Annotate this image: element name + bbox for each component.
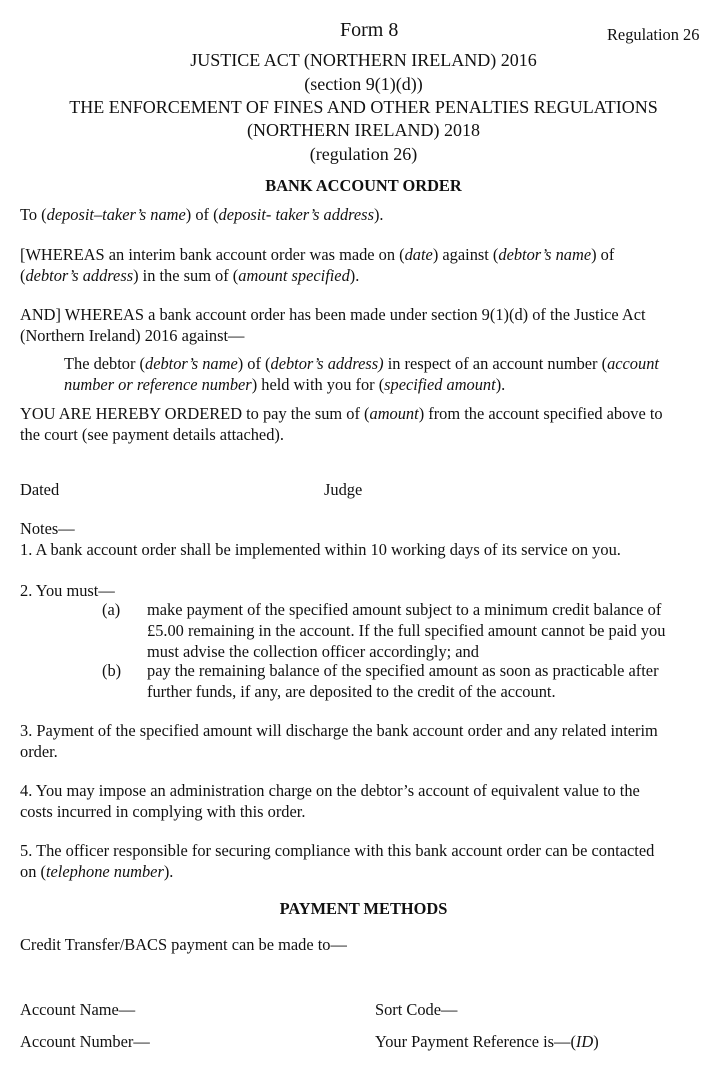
account-name-label: Account Name— [20, 1000, 136, 1019]
whereas-order-paragraph: AND] WHEREAS a bank account order has been made under section 9(1)(d) of the Justice Act (Northern Ireland) 2016 against— [20, 305, 646, 345]
note-1: 1. A bank account order shall be implemented within 10 working days of its service on you. [20, 540, 621, 559]
regulation-number: (regulation 26) [309, 144, 418, 164]
judge-label: Judge [324, 480, 363, 499]
act-section: (section 9(1)(d)) [304, 74, 423, 94]
note-2b-text: pay the remaining balance of the specified amount as soon as practicable after further funds, if any, are deposited to the credit of the account. [147, 661, 659, 701]
whereas-interim-paragraph: [WHEREAS an interim bank account order was made on (date) against (debtor’s name) of (debtor’s address) in the sum of (amount specified). [20, 245, 615, 285]
document-title: BANK ACCOUNT ORDER [265, 176, 462, 195]
note-4: 4. You may impose an administration charge on the debtor’s account of equivalent value to the costs incurred in complying with this order. [20, 781, 640, 821]
note-2a-label: (a) [102, 600, 121, 619]
order-paragraph: YOU ARE HEREBY ORDERED to pay the sum of (amount) from the account specified above to the court (see payment details attached). [20, 404, 663, 444]
dated-label: Dated [20, 480, 60, 499]
regulations-title-2: (NORTHERN IRELAND) 2018 [247, 120, 480, 140]
addressee-line: To (deposit–taker’s name) of (deposit- taker’s address). [20, 205, 384, 224]
form-title: Form 8 [340, 19, 399, 41]
note-5: 5. The officer responsible for securing compliance with this bank account order can be contacted on (telephone number). [20, 841, 655, 881]
notes-heading: Notes— [20, 519, 75, 538]
payment-intro: Credit Transfer/BACS payment can be made to— [20, 935, 347, 954]
regulation-ref: Regulation 26 [607, 25, 700, 44]
payment-reference-label: Your Payment Reference is—(ID) [375, 1032, 599, 1051]
act-title: JUSTICE ACT (NORTHERN IRELAND) 2016 [190, 50, 537, 70]
note-2a-text: make payment of the specified amount subject to a minimum credit balance of £5.00 remaining in the account. If the full specified amount cannot be paid you must advise the collection officer accordingly; and [147, 600, 666, 661]
payment-methods-heading: PAYMENT METHODS [279, 899, 448, 918]
sort-code-label: Sort Code— [375, 1000, 458, 1019]
regulations-title: THE ENFORCEMENT OF FINES AND OTHER PENALTIES REGULATIONS [69, 97, 658, 117]
note-3: 3. Payment of the specified amount will discharge the bank account order and any related interim order. [20, 721, 658, 761]
note-2b-label: (b) [102, 661, 122, 680]
account-number-label: Account Number— [20, 1032, 150, 1051]
debtor-paragraph: The debtor (debtor’s name) of (debtor’s address) in respect of an account number (account number or reference number) held with you for (specified amount). [64, 354, 659, 394]
note-2-lead: 2. You must— [20, 581, 115, 600]
